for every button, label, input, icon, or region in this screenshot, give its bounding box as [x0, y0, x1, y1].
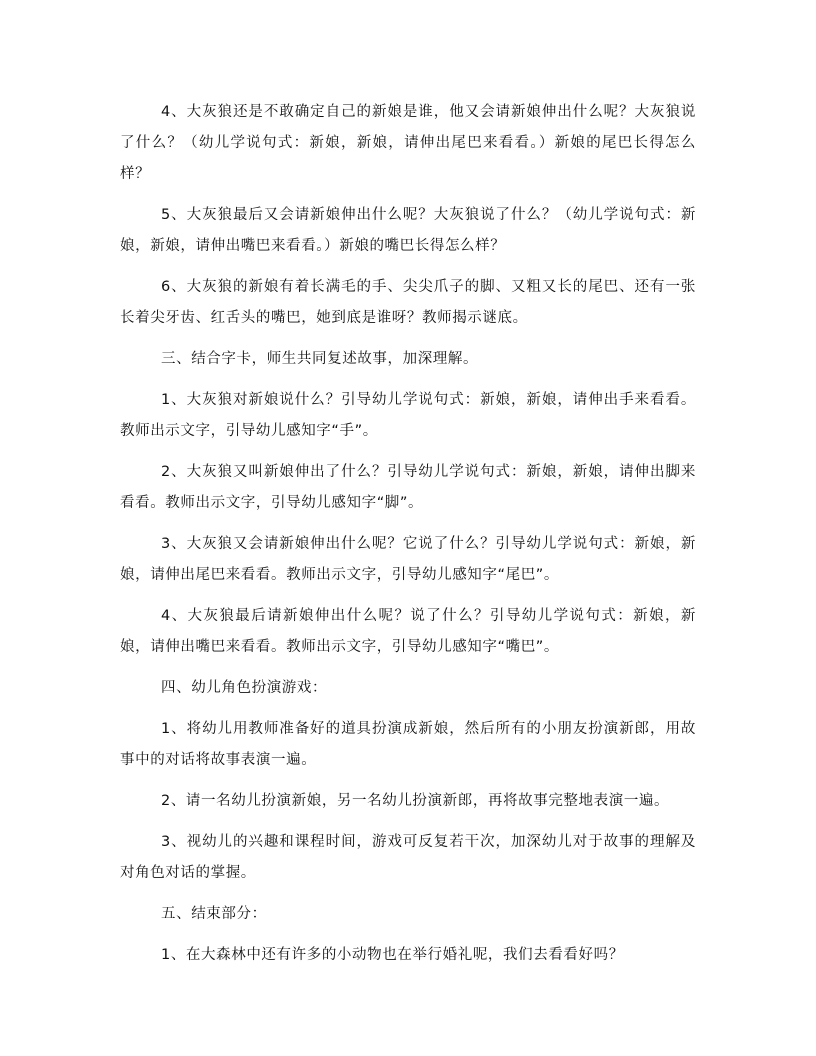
section-heading: 五、结束部分：	[161, 906, 267, 922]
paragraph: 5、大灰狼最后又会请新娘伸出什么呢？大灰狼说了什么？（幼儿学说句式：新娘，新娘，请伸出嘴巴来看看。）新娘的嘴巴长得怎么样？	[120, 207, 696, 254]
paragraph: 2、请一名幼儿扮演新娘，另一名幼儿扮演新郎，再将故事完整地表演一遍。	[161, 793, 670, 809]
paragraph: 3、视幼儿的兴趣和课程时间，游戏可反复若干次，加深幼儿对于故事的理解及对角色对话的掌握。	[120, 834, 696, 881]
paragraph: 2、大灰狼又叫新娘伸出了什么？引导幼儿学说句式：新娘，新娘，请伸出脚来看看。教师出示文字，引导幼儿感知字“脚”。	[120, 464, 696, 511]
section-heading: 三、结合字卡，师生共同复述故事，加深理解。	[161, 351, 479, 367]
paragraph: 1、在大森林中还有许多的小动物也在举行婚礼呢，我们去看看好吗？	[161, 947, 624, 963]
section-heading: 四、幼儿角色扮演游戏：	[161, 680, 328, 696]
paragraph: 4、大灰狼还是不敢确定自己的新娘是谁，他又会请新娘伸出什么呢？大灰狼说了什么？（幼儿学说句式：新娘，新娘，请伸出尾巴来看看。）新娘的尾巴长得怎么样？	[120, 104, 696, 182]
paragraph: 4、大灰狼最后请新娘伸出什么呢？说了什么？引导幼儿学说句式：新娘，新娘，请伸出嘴巴来看看。教师出示文字，引导幼儿感知字“嘴巴”。	[120, 608, 696, 655]
paragraph: 3、大灰狼又会请新娘伸出什么呢？它说了什么？引导幼儿学说句式：新娘，新娘，请伸出尾巴来看看。教师出示文字，引导幼儿感知字“尾巴”。	[120, 536, 696, 583]
paragraph: 1、大灰狼对新娘说什么？引导幼儿学说句式：新娘，新娘，请伸出手来看看。教师出示文字，引导幼儿感知字“手”。	[120, 392, 696, 439]
paragraph: 1、将幼儿用教师准备好的道具扮演成新娘，然后所有的小朋友扮演新郎，用故事中的对话将故事表演一遍。	[120, 721, 696, 768]
document-body	[120, 97, 696, 981]
paragraph: 6、大灰狼的新娘有着长满毛的手、尖尖爪子的脚、又粗又长的尾巴、还有一张长着尖牙齿、红舌头的嘴巴，她到底是谁呀？教师揭示谜底。	[120, 279, 696, 326]
